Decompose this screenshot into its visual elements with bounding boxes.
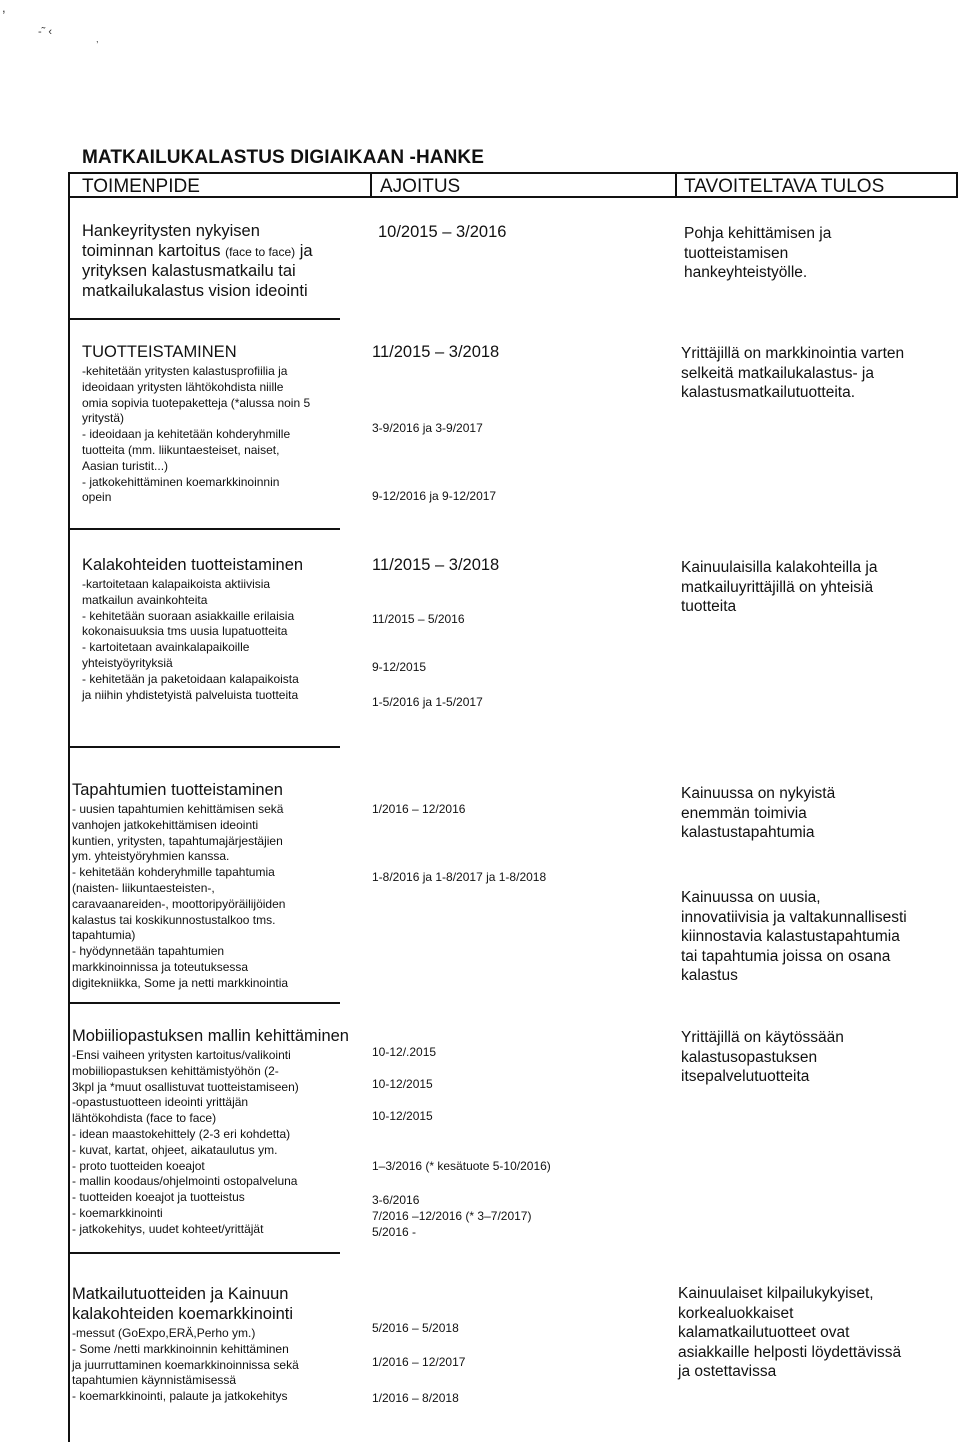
row5-timing [372, 1046, 672, 1246]
row5-result-line: itsepalvelutuotteita [681, 1068, 810, 1085]
row6-action-details [72, 1326, 364, 1405]
detail-line: ym. yhteistyöryhmien kanssa. [72, 849, 230, 864]
scan-mark: , [96, 34, 99, 44]
header-divider [370, 172, 372, 197]
scan-mark: , [2, 0, 6, 15]
detail-line: - jatkokehittäminen koemarkkinoinnin [82, 474, 280, 489]
detail-line: lähtökohdista (face to face) [72, 1111, 217, 1126]
row-separator [68, 746, 340, 748]
detail-line: Aasian turistit...) [82, 458, 169, 473]
row6-result-line: korkealuokkaiset [678, 1304, 794, 1322]
row4-result-2 [681, 888, 956, 986]
row4-result-line: kalastus [681, 967, 738, 984]
row5-result [681, 1028, 956, 1087]
detail-line: mobiiliopastuksen kehittämistyöhön (2- [72, 1063, 279, 1078]
detail-line: caravaanareiden-, moottoripyöräilijöiden [72, 896, 286, 911]
detail-line: -kartoitetaan kalapaikoista aktiivisia [82, 577, 271, 591]
row2-date: 11/2015 – 3/2018 [372, 343, 500, 361]
row2-result-line: selkeitä matkailukalastus- ja [681, 364, 874, 382]
detail-line: matkailun avainkohteita [82, 592, 208, 607]
detail-line: digitekniikka, Some ja netti markkinointia [72, 975, 289, 990]
row6-date: 1/2016 – 8/2018 [372, 1391, 459, 1405]
header-top-rule [68, 172, 958, 174]
row3-date: 9-12/2015 [372, 660, 427, 674]
row3-date: 11/2015 – 3/2018 [372, 556, 500, 574]
row1-date: 10/2015 – 3/2016 [378, 223, 507, 241]
row1-action-line: toiminnan kartoitus (face to face) ja [82, 241, 313, 260]
row1-action [82, 222, 367, 301]
detail-line: - kehitetään ja paketoidaan kalapaikoista [82, 671, 299, 686]
detail-line: omia sopivia tuotepaketteja (*alussa noin 5 [82, 395, 311, 410]
row-separator [68, 1002, 340, 1004]
column-header-result: TAVOITELTAVA TULOS [684, 176, 885, 197]
detail-line: tapahtumien käynnistämisessä [72, 1373, 237, 1388]
row4-result-line: tai tapahtumia joissa on osana [681, 947, 891, 965]
row1-action-line: yrityksen kalastusmatkailu tai [82, 262, 296, 280]
detail-line: - Some /netti markkinoinnin kehittäminen [72, 1341, 289, 1356]
row4-result-line: kiinnostavia kalastustapahtumia [681, 928, 900, 945]
row4-result-line: enemmän toimivia [681, 804, 807, 822]
row4-date: 1-8/2016 ja 1-8/2017 ja 1-8/2018 [372, 870, 547, 884]
row6-result-line: ja ostettavissa [678, 1363, 777, 1380]
row4-result [681, 784, 956, 843]
row5-result-line: Yrittäjillä on käytössään [681, 1029, 844, 1046]
detail-line: ja niihin yhdistetyistä palveluista tuotteita [82, 687, 299, 702]
row3-timing [372, 555, 672, 725]
header-divider [675, 172, 677, 197]
detail-line: - jatkokehitys, uudet kohteet/yrittäjät [72, 1221, 264, 1236]
detail-line: -Ensi vaiheen yritysten kartoitus/valikointi [72, 1048, 291, 1062]
detail-line: - idean maastokehittely (2-3 eri kohdetta) [72, 1126, 291, 1141]
row6-action-title: Matkailutuotteiden ja Kainuun [72, 1285, 289, 1303]
row1-result [684, 224, 954, 283]
detail-line: tapahtumia) [72, 928, 136, 943]
scan-mark: -˜ ‹ [38, 26, 53, 38]
detail-line: - kehitetään suoraan asiakkaille erilaisia [82, 608, 295, 623]
row5-date: 3-6/2016 [372, 1193, 420, 1207]
row-separator [68, 528, 340, 530]
row5-result-line: kalastusopastuksen [681, 1048, 818, 1066]
detail-line: - uusien tapahtumien kehittämisen sekä [72, 802, 284, 816]
detail-line: - kuvat, kartat, ohjeet, aikataulutus ym. [72, 1142, 278, 1157]
row4-date: 1/2016 – 12/2016 [372, 802, 466, 816]
row1-result-line: Pohja kehittämisen ja [684, 225, 832, 242]
row2-timing [372, 342, 672, 522]
row3-result [681, 558, 956, 617]
detail-line: kokonaisuuksia tms uusia lupatuotteita [82, 624, 288, 639]
detail-line: vanhojen jatkokehittämisen ideointi [72, 817, 259, 832]
row2-action-details [82, 364, 367, 506]
detail-line: yhteistyöyrityksiä [82, 655, 173, 670]
detail-line: - kartoitetaan avainkalapaikoille [82, 640, 250, 655]
row1-action-line: Hankeyritysten nykyisen [82, 222, 260, 240]
row6-result-line: asiakkaille helposti löydettävissä [678, 1343, 902, 1361]
row4-result-line: Kainuussa on uusia, [681, 889, 821, 906]
row5-date: 10-12/2015 [372, 1077, 433, 1091]
row1-timing [378, 222, 668, 252]
column-header-timing: AJOITUS [380, 176, 461, 197]
row1-result-line: hankeyhteistyölle. [684, 264, 808, 281]
row4-timing [372, 803, 672, 893]
row6-result [678, 1284, 956, 1382]
detail-line: - hyödynnetään tapahtumien [72, 944, 225, 959]
row2-action-title: TUOTTEISTAMINEN [82, 343, 237, 361]
detail-line: - koemarkkinointi [72, 1205, 163, 1220]
row3-action [82, 555, 367, 703]
detail-line: kuntien, yritysten, tapahtumajärjestäjien [72, 833, 283, 848]
column-header-action: TOIMENPIDE [82, 176, 200, 197]
detail-line: (naisten- liikuntaesteisten-, [72, 880, 215, 895]
row4-result-line: kalastustapahtumia [681, 824, 815, 841]
detail-line: kalastus tai koskikunnostustalkoo tms. [72, 912, 276, 927]
row4-result-line: Kainuussa on nykyistä [681, 785, 836, 802]
row6-action-title: kalakohteiden koemarkkinointi [72, 1305, 294, 1323]
document-title: MATKAILUKALASTUS DIGIAIKAAN -HANKE [82, 147, 485, 168]
row5-action [72, 1026, 364, 1238]
detail-line: -opastustuotteen ideointi yrittäjän [72, 1095, 249, 1110]
row5-date: 10-12/.2015 [372, 1045, 437, 1059]
row6-date: 5/2016 – 5/2018 [372, 1321, 459, 1335]
detail-line: - ideoidaan ja kehitetään kohderyhmille [82, 427, 291, 442]
row3-result-line: Kainuulaisilla kalakohteilla ja [681, 559, 878, 576]
row2-action [82, 342, 367, 506]
row1-result-line: tuotteistamisen [684, 244, 789, 262]
row5-action-title: Mobiiliopastuksen mallin kehittäminen [72, 1027, 349, 1045]
detail-line: - tuotteiden koeajot ja tuotteistus [72, 1190, 245, 1205]
detail-line: tuotteita (mm. liikuntaesteiset, naiset, [82, 442, 280, 457]
row4-action [72, 780, 362, 992]
row1-action-line: matkailukalastus vision ideointi [82, 281, 308, 300]
row2-result [681, 344, 956, 403]
row5-date: 7/2016 –12/2016 (* 3–7/2017) [372, 1209, 532, 1223]
row5-date: 1–3/2016 (* kesätuote 5-10/2016) [372, 1159, 551, 1173]
detail-line: ja juurruttaminen koemarkkinoinnissa sekä [72, 1357, 299, 1372]
row3-date: 1-5/2016 ja 1-5/2017 [372, 695, 483, 709]
detail-line: 3kpl ja *muut osallistuvat tuotteistamiseen) [72, 1079, 299, 1094]
detail-line: -messut (GoExpo,ERÄ,Perho ym.) [72, 1326, 256, 1340]
row2-date: 9-12/2016 ja 9-12/2017 [372, 489, 497, 503]
row4-action-details [72, 802, 362, 992]
row5-date: 5/2016 - [372, 1225, 417, 1239]
detail-line: - kehitetään kohderyhmille tapahtumia [72, 865, 275, 880]
row4-result-line: innovatiivisia ja valtakunnallisesti [681, 908, 907, 926]
row3-action-title: Kalakohteiden tuotteistaminen [82, 556, 304, 574]
row5-date: 10-12/2015 [372, 1109, 433, 1123]
row2-result-line: Yrittäjillä on markkinointia varten [681, 345, 905, 362]
row3-action-details [82, 577, 367, 703]
row2-result-line: kalastusmatkailutuotteita. [681, 384, 856, 401]
row6-result-line: Kainuulaiset kilpailukykyiset, [678, 1285, 874, 1302]
row-separator [68, 1252, 340, 1254]
row3-date: 11/2015 – 5/2016 [372, 612, 465, 626]
detail-line: yritystä) [82, 411, 124, 426]
row-separator [68, 318, 340, 320]
row6-action [72, 1284, 364, 1405]
table-border-right [956, 172, 958, 197]
detail-line: - mallin koodaus/ohjelmointi ostopalveluna [72, 1174, 298, 1189]
row6-date: 1/2016 – 12/2017 [372, 1355, 466, 1369]
detail-line: ideoidaan yritysten lähtökohdista niille [82, 379, 284, 394]
detail-line: - koemarkkinointi, palaute ja jatkokehitys [72, 1389, 288, 1404]
row5-action-details [72, 1048, 364, 1238]
row6-timing [372, 1322, 672, 1422]
detail-line: -kehitetään yritysten kalastusprofiilia ja [82, 364, 288, 378]
row2-date: 3-9/2016 ja 3-9/2017 [372, 421, 483, 435]
row4-action-title: Tapahtumien tuotteistaminen [72, 781, 283, 799]
row3-result-line: tuotteita [681, 598, 737, 615]
detail-line: opein [82, 490, 112, 505]
row3-result-line: matkailuyrittäjillä on yhteisiä [681, 578, 874, 596]
detail-line: markkinoinnissa ja toteutuksessa [72, 959, 249, 974]
detail-line: - proto tuotteiden koeajot [72, 1158, 205, 1173]
row6-result-line: kalamatkailutuotteet ovat [678, 1324, 850, 1341]
